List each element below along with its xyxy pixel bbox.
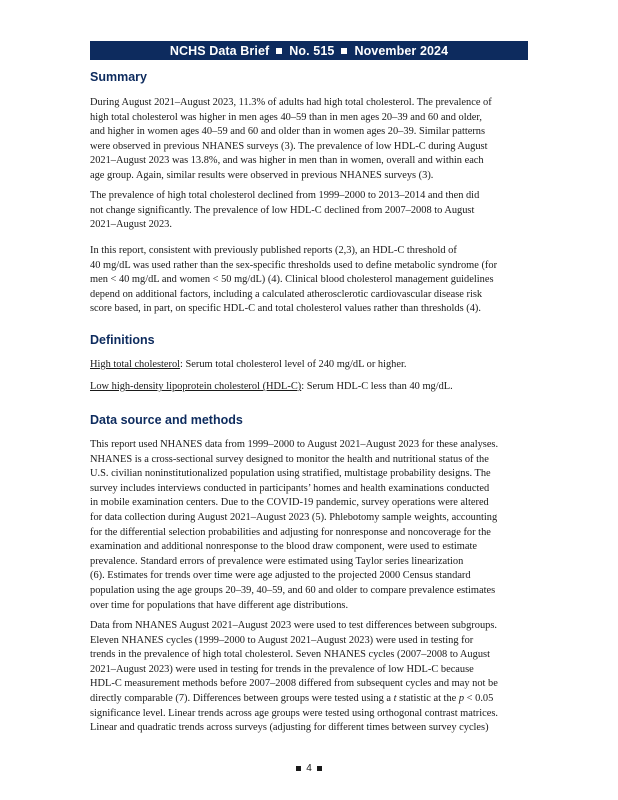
definition-text: : Serum total cholesterol level of 240 mg/dL or higher. — [180, 359, 407, 370]
text-line: Data from NHANES August 2021–August 2023 were used to test differences between subgroups. — [90, 620, 497, 631]
square-separator-icon — [341, 48, 347, 54]
text-line: (6). Estimates for trends over time were age adjusted to the projected 2000 Census standard — [90, 570, 471, 582]
text-segment: directly comparable (7). Differences between groups were tested using a — [90, 692, 394, 704]
definition-high-total-cholesterol — [90, 358, 530, 373]
text-line: over time for populations that have different age distributions. — [90, 599, 349, 611]
text-line: depend on additional factors, including a calculated atherosclerotic cardiovascular disease risk — [90, 288, 483, 300]
definition-term: Low high-density lipoprotein cholesterol (HDL-C) — [90, 381, 302, 392]
text-line: Eleven NHANES cycles (1999–2000 to August 2021–August 2023) were used in testing for — [90, 634, 474, 646]
text-line: The prevalence of high total cholesterol declined from 1999–2000 to 2013–2014 and then did — [90, 190, 480, 201]
square-bullet-icon — [296, 766, 301, 771]
definition-line — [90, 380, 530, 395]
definition-text: : Serum HDL-C less than 40 mg/dL. — [301, 381, 453, 392]
p-value-symbol: p — [458, 692, 465, 704]
text-line: 2021–August 2023. — [90, 219, 172, 231]
text-line: high total cholesterol was higher in men ages 40–59 than in men ages 20–39 and 60 and older, — [90, 111, 483, 123]
definitions-heading: Definitions — [90, 333, 155, 347]
definition-line — [90, 358, 530, 373]
text-line: 40 mg/dL was used rather than the sex-specific thresholds used to define metabolic syndrome (for — [90, 259, 498, 271]
text-line: 2021–August 2023) were used in testing for trends in the prevalence of low HDL-C because — [90, 663, 474, 675]
text-line: score based, in part, on specific HDL-C and total cholesterol values rather than thresholds (4). — [90, 303, 481, 315]
text-line: NHANES is a cross-sectional survey designed to monitor the health and nutritional status of the — [90, 453, 489, 465]
square-separator-icon — [276, 48, 282, 54]
summary-paragraph-1 — [90, 96, 530, 184]
text-line: HDL-C measurement methods before 2007–2008 differed from subsequent cycles and may not be — [90, 678, 498, 690]
text-line: for data collection during August 2021–August 2023 (5). Phlebotomy sample weights, accounting — [90, 511, 498, 523]
text-line: for the differential selection probabilities and adjusting for nonresponse and noncoverage for the — [90, 526, 491, 538]
t-statistic-symbol: t — [393, 692, 397, 704]
text-line: population using the age groups 20–39, 40–59, and 60 and older to compare prevalence estimates — [90, 584, 496, 596]
methods-heading: Data source and methods — [90, 413, 243, 427]
text-line: not change significantly. The prevalence of low HDL-C declined from 2007–2008 to August — [90, 204, 475, 216]
summary-paragraph-3 — [90, 244, 530, 317]
page-footer — [0, 763, 618, 774]
text-line: examination and additional nonresponse to the blood draw component, were used to estimate — [90, 541, 477, 553]
text-line: and higher in women ages 40–59 and 60 and older than in women ages 20–39. Similar patterns — [90, 126, 486, 138]
definition-low-hdl-c — [90, 380, 530, 395]
text-line: survey includes interviews conducted in participants’ homes and health examinations conducted — [90, 482, 490, 494]
summary-heading: Summary — [90, 70, 147, 84]
text-line: in mobile examination centers. Due to the COVID-19 pandemic, survey operations were altered — [90, 497, 489, 509]
text-line: Linear and quadratic trends across surveys (adjusting for different times between survey cycles) — [90, 722, 489, 734]
text-segment: statistic at the — [396, 692, 459, 704]
text-line: prevalence. Standard errors of prevalence were estimated using Taylor series linearization — [90, 555, 464, 567]
text-line: men < 40 mg/dL and women < 50 mg/dL) (4). Clinical blood cholesterol management guidelines — [90, 274, 494, 286]
methods-paragraph-2 — [90, 619, 530, 736]
summary-paragraph-2 — [90, 189, 530, 233]
text-line: trends in the prevalence of high total cholesterol. Seven NHANES cycles (2007–2008 to August — [90, 649, 490, 661]
text-line: In this report, consistent with previously published reports (2,3), an HDL-C threshold of — [90, 245, 457, 256]
text-line: significance level. Linear trends across age groups were tested using orthogonal contrast matrices. — [90, 707, 498, 719]
text-line: were observed in previous NHANES surveys (3). The prevalence of low HDL-C during August — [90, 140, 488, 152]
square-bullet-icon — [317, 766, 322, 771]
text-line: age group. Again, similar results were observed in previous NHANES surveys (3). — [90, 169, 434, 181]
text-segment: < 0.05 — [464, 692, 494, 704]
text-line: 2021–August 2023 was 13.8%, and was higher in men than in women, overall and within each — [90, 155, 484, 167]
text-line: U.S. civilian noninstitutionalized population using stratified, multistage probability designs. The — [90, 468, 491, 480]
brief-number: No. 515 — [289, 43, 335, 58]
methods-paragraph-1 — [90, 438, 530, 613]
page-number: 4 — [306, 763, 312, 774]
publication-header-bar — [90, 41, 528, 60]
publication-date: November 2024 — [354, 43, 449, 58]
text-line — [90, 692, 530, 707]
text-line: During August 2021–August 2023, 11.3% of adults had high total cholesterol. The prevalence of — [90, 97, 492, 108]
definition-term: High total cholesterol — [90, 359, 181, 370]
publication-title: NCHS Data Brief — [169, 43, 270, 58]
text-line: This report used NHANES data from 1999–2000 to August 2021–August 2023 for these analyses. — [90, 439, 499, 450]
